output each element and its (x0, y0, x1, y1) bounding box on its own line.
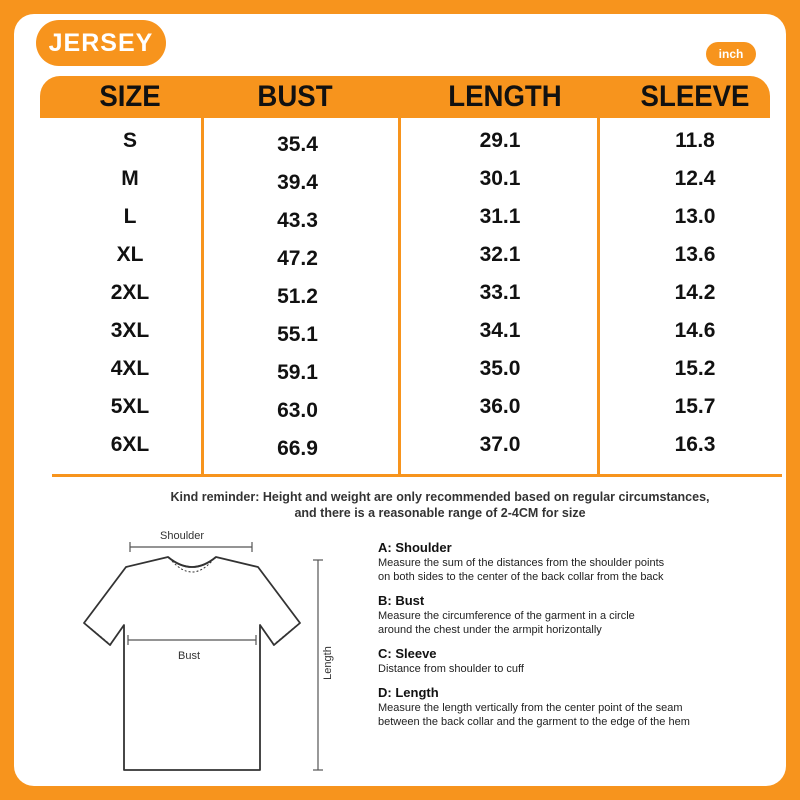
size-cell: XL (116, 243, 144, 266)
length-cell: 33.1 (479, 281, 521, 304)
table-row (40, 122, 770, 160)
length-cell: 32.1 (479, 243, 521, 266)
measurement-definitions (378, 540, 778, 738)
length-cell: 37.0 (479, 433, 521, 456)
unit-badge: inch (706, 42, 756, 66)
size-cell: S (122, 129, 137, 152)
sleeve-cell: 12.4 (674, 167, 716, 190)
definition-title: C: Sleeve (378, 646, 437, 661)
product-title-badge: JERSEY (36, 20, 166, 66)
column-header-bust: BUST (257, 80, 333, 113)
length-cell: 29.1 (479, 129, 521, 152)
size-cell: 4XL (110, 357, 150, 380)
column-header-size: SIZE (99, 80, 161, 113)
sleeve-cell: 15.2 (674, 357, 716, 380)
sleeve-cell: 13.0 (674, 205, 716, 228)
length-cell: 34.1 (479, 319, 521, 342)
bust-cell: 43.3 (277, 209, 318, 232)
length-cell: 31.1 (479, 205, 521, 228)
kind-reminder (100, 489, 780, 521)
column-header-length: LENGTH (448, 80, 562, 113)
table-row (40, 198, 770, 236)
table-row (40, 426, 770, 464)
size-cell: 6XL (110, 433, 150, 456)
size-cell: L (123, 205, 137, 228)
definition-title: D: Length (378, 685, 439, 700)
bust-cell: 51.2 (277, 285, 318, 308)
definition-text: Measure the sum of the distances from the shoulder points (378, 557, 665, 569)
size-cell: 2XL (110, 281, 150, 304)
table-row (40, 312, 770, 350)
reminder-line-2: and there is a reasonable range of 2-4CM for size (294, 506, 586, 520)
size-table-body (40, 122, 770, 464)
size-cell: M (121, 167, 139, 190)
size-cell: 5XL (110, 395, 150, 418)
bust-cell: 35.4 (277, 133, 318, 156)
table-header (40, 76, 770, 118)
shoulder-label: Shoulder (160, 530, 205, 542)
definition-text: on both sides to the center of the back collar from the back (378, 571, 664, 583)
sleeve-cell: 14.6 (674, 319, 716, 342)
definition-text: between the back collar and the garment to the edge of the hem (378, 716, 690, 728)
table-row (40, 236, 770, 274)
definition-sleeve (378, 646, 778, 676)
definition-bust (378, 593, 778, 637)
table-row (40, 274, 770, 312)
sleeve-cell: 13.6 (674, 243, 716, 266)
bust-cell: 55.1 (277, 323, 318, 346)
length-cell: 30.1 (479, 167, 521, 190)
tshirt-outline-icon (80, 525, 360, 775)
bust-cell: 63.0 (277, 399, 318, 422)
definition-title: B: Bust (378, 593, 425, 608)
sleeve-cell: 16.3 (674, 433, 716, 456)
reminder-line-1: Kind reminder: Height and weight are only recommended based on regular circumstances, (170, 490, 710, 504)
sleeve-cell: 11.8 (675, 129, 715, 152)
size-cell: 3XL (110, 319, 150, 342)
definition-length (378, 685, 778, 729)
bust-cell: 66.9 (277, 437, 318, 460)
bust-cell: 47.2 (277, 247, 318, 270)
length-label: Length (322, 646, 334, 680)
sleeve-cell: 14.2 (674, 281, 716, 304)
definition-title: A: Shoulder (378, 540, 452, 555)
bust-cell: 39.4 (277, 171, 318, 194)
definition-text: around the chest under the armpit horizontally (378, 624, 602, 636)
definition-text: Measure the circumference of the garment in a circle (378, 610, 635, 622)
sleeve-cell: 15.7 (674, 395, 716, 418)
length-cell: 35.0 (479, 357, 521, 380)
length-cell: 36.0 (479, 395, 521, 418)
definition-text: Measure the length vertically from the center point of the seam (378, 702, 683, 714)
table-row (40, 160, 770, 198)
definition-shoulder (378, 540, 778, 584)
tshirt-measurement-diagram (80, 525, 360, 775)
bust-cell: 59.1 (277, 361, 318, 384)
definition-text: Distance from shoulder to cuff (378, 663, 524, 675)
table-row (40, 350, 770, 388)
table-row (40, 388, 770, 426)
table-bottom-border (52, 474, 782, 477)
bust-label: Bust (178, 650, 201, 662)
column-header-sleeve: SLEEVE (640, 80, 750, 113)
